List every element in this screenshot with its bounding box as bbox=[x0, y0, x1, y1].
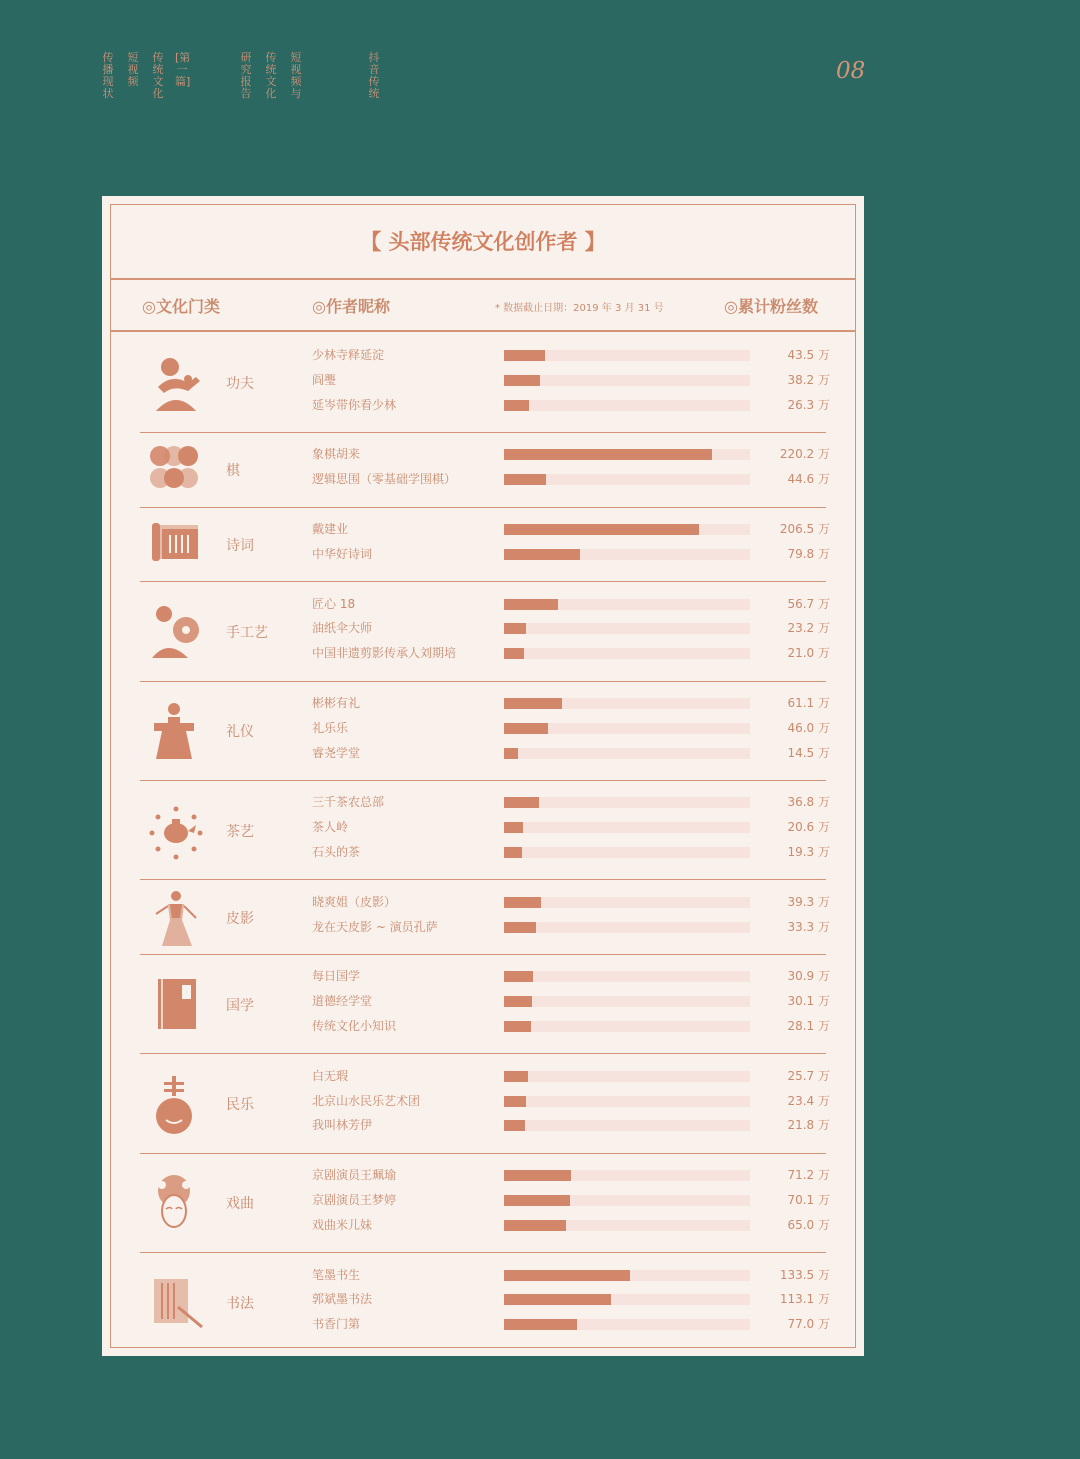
author-name: 油纸伞大师 bbox=[312, 621, 373, 636]
category-group bbox=[102, 1166, 864, 1240]
bar bbox=[504, 748, 518, 759]
fan-count-label: 36.8 万 bbox=[787, 795, 830, 810]
bar bbox=[504, 474, 546, 485]
fan-count-label: 38.2 万 bbox=[787, 372, 830, 387]
fan-count-label: 30.9 万 bbox=[787, 969, 830, 984]
bar-track bbox=[504, 1096, 750, 1107]
author-row bbox=[102, 446, 864, 470]
category-label: 手工艺 bbox=[226, 624, 268, 641]
category-group bbox=[102, 694, 864, 768]
bar bbox=[504, 1220, 566, 1231]
author-name: 龙在天皮影 ~ 演员孔萨 bbox=[312, 919, 438, 934]
header-column: 短视频与 bbox=[290, 51, 302, 100]
author-name: 象棋胡来 bbox=[312, 447, 361, 462]
bar bbox=[504, 698, 562, 709]
bar-track bbox=[504, 1195, 750, 1206]
bar-track bbox=[504, 1270, 750, 1281]
author-name: 每日国学 bbox=[312, 969, 361, 984]
bar-track bbox=[504, 524, 750, 535]
bar bbox=[504, 599, 558, 610]
bar-track bbox=[504, 400, 750, 411]
bar bbox=[504, 723, 548, 734]
author-row bbox=[102, 1018, 864, 1042]
header-column: 短视频 bbox=[127, 51, 139, 88]
header-column: 抖音传统 bbox=[368, 51, 380, 100]
bar bbox=[504, 847, 522, 858]
author-name: 笔墨书生 bbox=[312, 1267, 361, 1282]
category-label: 书法 bbox=[226, 1295, 254, 1312]
bar-track bbox=[504, 623, 750, 634]
author-row bbox=[102, 1217, 864, 1241]
bar bbox=[504, 797, 539, 808]
author-row bbox=[102, 1192, 864, 1216]
bar bbox=[504, 1319, 577, 1330]
title-divider bbox=[110, 278, 856, 280]
bar-track bbox=[504, 723, 750, 734]
category-group bbox=[102, 967, 864, 1041]
author-name: 京剧演员王珮瑜 bbox=[312, 1168, 397, 1183]
author-row bbox=[102, 1291, 864, 1315]
category-label: 茶艺 bbox=[226, 823, 254, 840]
category-label: 功夫 bbox=[226, 376, 254, 393]
fan-count-label: 23.2 万 bbox=[787, 621, 830, 636]
author-name: 晓爽姐（皮影） bbox=[312, 894, 397, 909]
chart-title: 【 头部传统文化创作者 】 bbox=[360, 230, 606, 254]
fan-count-label: 56.7 万 bbox=[787, 596, 830, 611]
author-row bbox=[102, 794, 864, 818]
bar-track bbox=[504, 748, 750, 759]
bar bbox=[504, 350, 545, 361]
fan-count-label: 14.5 万 bbox=[787, 745, 830, 760]
group-divider bbox=[140, 581, 826, 582]
bar-track bbox=[504, 847, 750, 858]
fan-count-label: 44.6 万 bbox=[787, 472, 830, 487]
bar-track bbox=[504, 897, 750, 908]
bar-track bbox=[504, 797, 750, 808]
group-divider bbox=[140, 1153, 826, 1154]
fan-count-label: 23.4 万 bbox=[787, 1093, 830, 1108]
category-group bbox=[102, 595, 864, 669]
fan-count-label: 77.0 万 bbox=[787, 1317, 830, 1332]
bar-track bbox=[504, 549, 750, 560]
bar-track bbox=[504, 822, 750, 833]
author-name: 阎璺 bbox=[312, 372, 337, 387]
bar bbox=[504, 1195, 570, 1206]
bar-track bbox=[504, 449, 750, 460]
author-row bbox=[102, 645, 864, 669]
fan-count-label: 71.2 万 bbox=[787, 1168, 830, 1183]
fan-count-label: 25.7 万 bbox=[787, 1068, 830, 1083]
category-label: 皮影 bbox=[226, 910, 254, 927]
fan-count-label: 30.1 万 bbox=[787, 994, 830, 1009]
category-label: 戏曲 bbox=[226, 1196, 254, 1213]
bar-track bbox=[504, 1021, 750, 1032]
bar bbox=[504, 375, 540, 386]
author-row bbox=[102, 968, 864, 992]
bar bbox=[504, 1096, 526, 1107]
author-row bbox=[102, 397, 864, 421]
author-name: 戴建业 bbox=[312, 522, 349, 536]
header-column: 传统文化 bbox=[152, 51, 164, 100]
group-divider bbox=[140, 432, 826, 433]
category-group bbox=[102, 893, 864, 943]
bar bbox=[504, 922, 536, 933]
fan-count-label: 39.3 万 bbox=[787, 894, 830, 909]
category-group bbox=[102, 346, 864, 420]
author-row bbox=[102, 720, 864, 744]
author-row bbox=[102, 919, 864, 943]
bar-track bbox=[504, 1319, 750, 1330]
author-row bbox=[102, 1068, 864, 1092]
author-row bbox=[102, 471, 864, 495]
bar bbox=[504, 822, 523, 833]
author-name: 我叫林芳伊 bbox=[312, 1118, 373, 1133]
category-group bbox=[102, 1266, 864, 1340]
category-group bbox=[102, 445, 864, 495]
category-label: 礼仪 bbox=[226, 724, 254, 741]
group-divider bbox=[140, 780, 826, 781]
bar-track bbox=[504, 1220, 750, 1231]
author-name: 石头的茶 bbox=[312, 844, 361, 859]
author-name: 传统文化小知识 bbox=[312, 1018, 397, 1033]
author-row bbox=[102, 844, 864, 868]
author-name: 中国非遗剪影传承人刘期培 bbox=[312, 646, 457, 661]
author-name: 白无瑕 bbox=[312, 1068, 349, 1083]
bar-track bbox=[504, 648, 750, 659]
data-date-note: * 数据截止日期：2019 年 3 月 31 号 bbox=[495, 303, 664, 314]
bar-track bbox=[504, 1071, 750, 1082]
bar bbox=[504, 449, 712, 460]
author-row bbox=[102, 546, 864, 570]
category-group bbox=[102, 1067, 864, 1141]
author-name: 少林寺释延淀 bbox=[312, 348, 385, 362]
author-row bbox=[102, 695, 864, 719]
bar-track bbox=[504, 1294, 750, 1305]
bar bbox=[504, 1021, 531, 1032]
group-divider bbox=[140, 1053, 826, 1054]
author-row bbox=[102, 1316, 864, 1340]
author-row bbox=[102, 372, 864, 396]
bar bbox=[504, 524, 699, 535]
chart-card bbox=[102, 196, 864, 1356]
fan-count-label: 133.5 万 bbox=[779, 1267, 830, 1282]
fan-count-label: 43.5 万 bbox=[787, 348, 830, 362]
column-header-category: ◎文化门类 bbox=[142, 297, 220, 316]
author-name: 京剧演员王梦婷 bbox=[312, 1192, 397, 1207]
group-divider bbox=[140, 1252, 826, 1253]
author-name: 逻辑思围（零基础学围棋） bbox=[312, 472, 457, 487]
fan-count-label: 70.1 万 bbox=[787, 1192, 830, 1207]
group-divider bbox=[140, 507, 826, 508]
header-divider bbox=[110, 330, 856, 332]
fan-count-label: 206.5 万 bbox=[779, 522, 830, 536]
bar bbox=[504, 996, 532, 1007]
category-label: 棋 bbox=[226, 463, 240, 480]
category-group bbox=[102, 520, 864, 570]
author-name: 彬彬有礼 bbox=[312, 696, 361, 710]
fan-count-label: 28.1 万 bbox=[787, 1018, 830, 1033]
bar-track bbox=[504, 375, 750, 386]
bar bbox=[504, 971, 533, 982]
author-name: 道德经学堂 bbox=[312, 994, 373, 1009]
author-row bbox=[102, 745, 864, 769]
bar bbox=[504, 1270, 630, 1281]
category-group bbox=[102, 793, 864, 867]
fan-count-label: 61.1 万 bbox=[787, 696, 830, 710]
bar-track bbox=[504, 1120, 750, 1131]
bar-track bbox=[504, 698, 750, 709]
author-name: 郭斌墨书法 bbox=[312, 1292, 373, 1307]
author-row bbox=[102, 596, 864, 620]
fan-count-label: 21.8 万 bbox=[787, 1118, 830, 1133]
bar-track bbox=[504, 971, 750, 982]
fan-count-label: 79.8 万 bbox=[787, 546, 830, 561]
author-row bbox=[102, 894, 864, 918]
author-name: 礼乐乐 bbox=[312, 720, 349, 735]
author-row bbox=[102, 1117, 864, 1141]
group-divider bbox=[140, 681, 826, 682]
fan-count-label: 220.2 万 bbox=[779, 447, 830, 462]
bar bbox=[504, 623, 526, 634]
bar bbox=[504, 648, 524, 659]
group-divider bbox=[140, 954, 826, 955]
bar-track bbox=[504, 1170, 750, 1181]
group-divider bbox=[140, 879, 826, 880]
bar-track bbox=[504, 350, 750, 361]
header-column: 研究报告 bbox=[240, 51, 252, 100]
bar bbox=[504, 1294, 611, 1305]
fan-count-label: 65.0 万 bbox=[787, 1217, 830, 1232]
bar-track bbox=[504, 599, 750, 610]
bar bbox=[504, 1170, 571, 1181]
fan-count-label: 21.0 万 bbox=[787, 646, 830, 661]
author-name: 戏曲米儿妹 bbox=[312, 1217, 373, 1232]
column-header-author: ◎作者昵称 bbox=[312, 297, 390, 316]
author-row bbox=[102, 1167, 864, 1191]
author-name: 睿尧学堂 bbox=[312, 745, 361, 760]
author-name: 茶人岭 bbox=[312, 820, 349, 835]
author-row bbox=[102, 521, 864, 545]
header-column: 传统文化 bbox=[265, 51, 277, 100]
category-label: 民乐 bbox=[226, 1096, 254, 1113]
author-name: 匠心 18 bbox=[312, 596, 356, 611]
author-row bbox=[102, 620, 864, 644]
fan-count-label: 33.3 万 bbox=[787, 919, 830, 934]
bar bbox=[504, 549, 580, 560]
bar bbox=[504, 897, 541, 908]
author-name: 三千茶农总部 bbox=[312, 795, 385, 810]
category-label: 诗词 bbox=[226, 537, 254, 554]
author-name: 书香门第 bbox=[312, 1317, 361, 1332]
bar bbox=[504, 400, 529, 411]
author-name: 中华好诗词 bbox=[312, 546, 373, 561]
author-row bbox=[102, 1267, 864, 1291]
author-row bbox=[102, 993, 864, 1017]
header-column: 传播现状 bbox=[102, 51, 114, 100]
fan-count-label: 113.1 万 bbox=[779, 1292, 830, 1307]
bar-track bbox=[504, 474, 750, 485]
author-row bbox=[102, 819, 864, 843]
author-name: 北京山水民乐艺术团 bbox=[312, 1093, 421, 1108]
author-row bbox=[102, 1093, 864, 1117]
bar-track bbox=[504, 922, 750, 933]
fan-count-label: 26.3 万 bbox=[787, 397, 830, 412]
header-column: [第一篇] bbox=[175, 51, 191, 88]
fan-count-label: 20.6 万 bbox=[787, 820, 830, 835]
bar bbox=[504, 1120, 525, 1131]
author-name: 延岑带你看少林 bbox=[312, 397, 397, 412]
author-row bbox=[102, 347, 864, 371]
page-number: 08 bbox=[836, 58, 866, 84]
column-header-fans: ◎累计粉丝数 bbox=[724, 297, 818, 316]
fan-count-label: 19.3 万 bbox=[787, 844, 830, 859]
bar-track bbox=[504, 996, 750, 1007]
fan-count-label: 46.0 万 bbox=[787, 720, 830, 735]
category-label: 国学 bbox=[226, 997, 254, 1014]
bar bbox=[504, 1071, 528, 1082]
